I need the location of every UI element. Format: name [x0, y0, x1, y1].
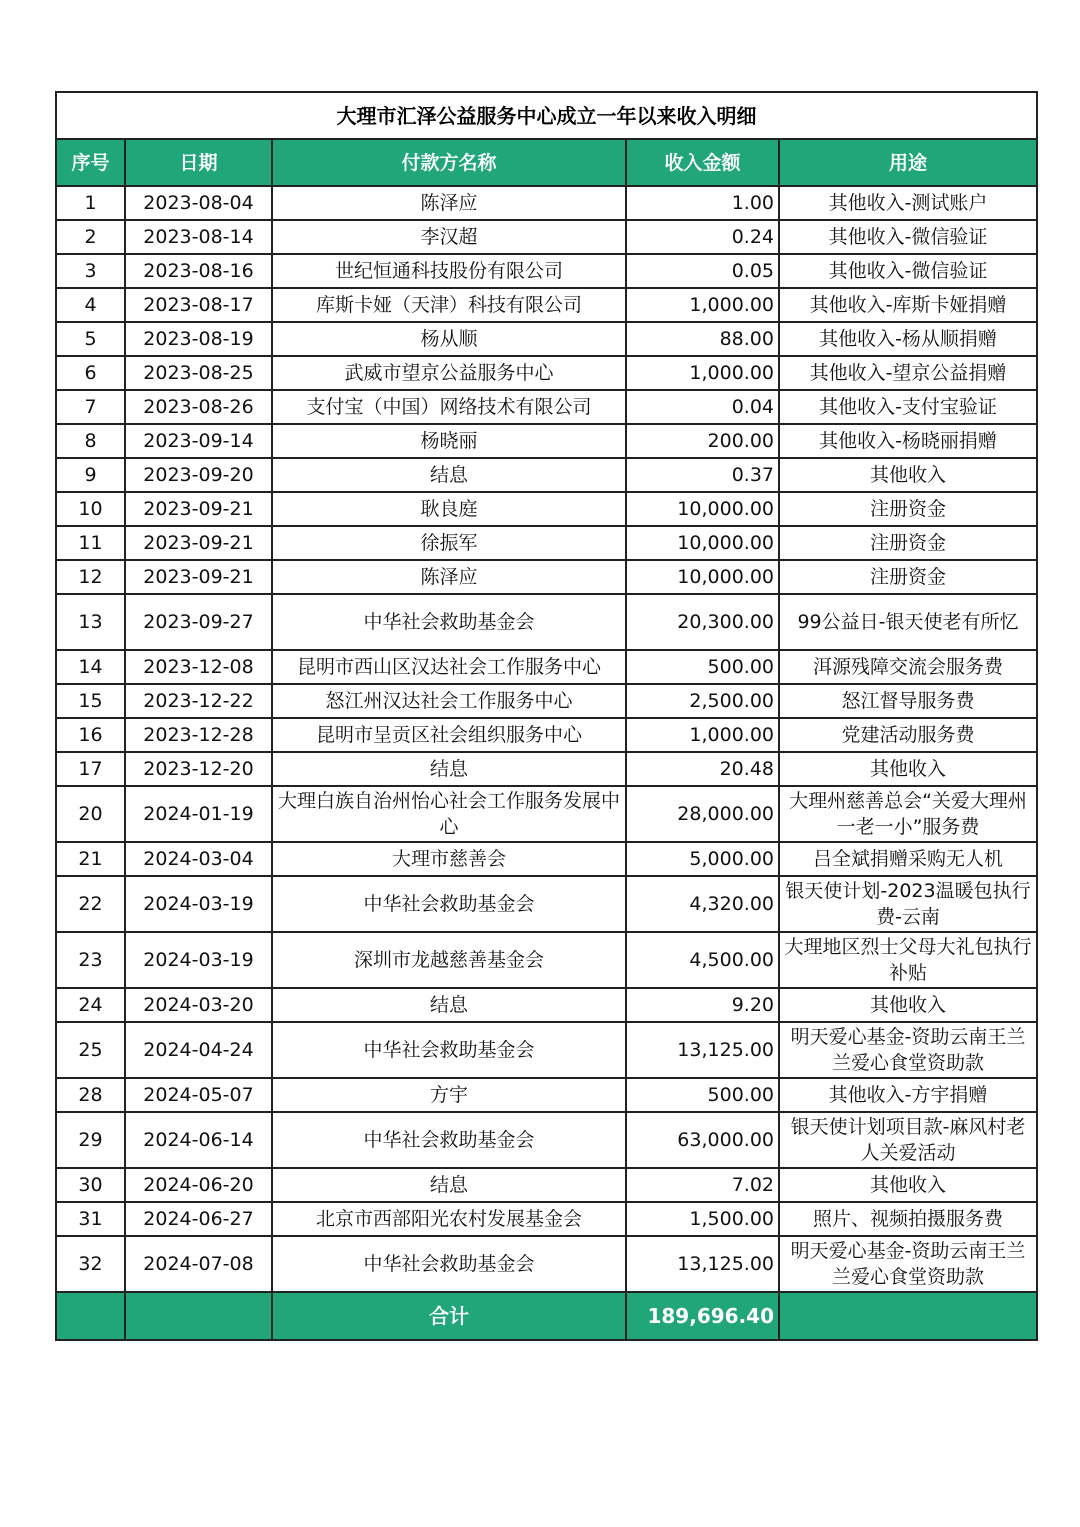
cell-purpose: 其他收入 [779, 752, 1037, 786]
cell-amount: 10,000.00 [626, 492, 779, 526]
cell-payer: 大理市慈善会 [272, 842, 626, 876]
cell-payer: 结息 [272, 1168, 626, 1202]
header-row [56, 139, 1037, 186]
header-cell-purpose: 用途 [779, 139, 1037, 186]
cell-payer: 陈泽应 [272, 186, 626, 220]
cell-date: 2023-09-21 [125, 492, 272, 526]
table-row [56, 1022, 1037, 1078]
cell-payer: 李汉超 [272, 220, 626, 254]
cell-date: 2023-08-16 [125, 254, 272, 288]
cell-amount: 13,125.00 [626, 1022, 779, 1078]
cell-purpose: 其他收入-微信验证 [779, 220, 1037, 254]
cell-purpose: 洱源残障交流会服务费 [779, 650, 1037, 684]
cell-amount: 88.00 [626, 322, 779, 356]
cell-date: 2024-03-04 [125, 842, 272, 876]
cell-purpose: 大理地区烈士父母大礼包执行补贴 [779, 932, 1037, 988]
cell-no: 28 [56, 1078, 125, 1112]
cell-purpose: 明天爱心基金-资助云南王兰兰爱心食堂资助款 [779, 1236, 1037, 1292]
cell-amount: 200.00 [626, 424, 779, 458]
cell-date: 2024-07-08 [125, 1236, 272, 1292]
cell-date: 2024-01-19 [125, 786, 272, 842]
cell-payer: 结息 [272, 752, 626, 786]
table-row [56, 752, 1037, 786]
cell-no: 30 [56, 1168, 125, 1202]
ledger-body [56, 186, 1037, 1292]
cell-amount: 2,500.00 [626, 684, 779, 718]
cell-purpose: 其他收入-支付宝验证 [779, 390, 1037, 424]
cell-no: 31 [56, 1202, 125, 1236]
cell-payer: 大理白族自治州怡心社会工作服务发展中心 [272, 786, 626, 842]
cell-payer: 结息 [272, 458, 626, 492]
cell-purpose: 其他收入-杨晓丽捐赠 [779, 424, 1037, 458]
cell-payer: 深圳市龙越慈善基金会 [272, 932, 626, 988]
cell-amount: 1,000.00 [626, 718, 779, 752]
cell-payer: 北京市西部阳光农村发展基金会 [272, 1202, 626, 1236]
cell-date: 2024-03-20 [125, 988, 272, 1022]
cell-date: 2023-12-22 [125, 684, 272, 718]
cell-amount: 7.02 [626, 1168, 779, 1202]
cell-payer: 杨晓丽 [272, 424, 626, 458]
table-row [56, 526, 1037, 560]
table-row [56, 492, 1037, 526]
cell-date: 2023-08-17 [125, 288, 272, 322]
cell-no: 14 [56, 650, 125, 684]
cell-date: 2023-08-25 [125, 356, 272, 390]
cell-amount: 500.00 [626, 650, 779, 684]
cell-purpose: 其他收入-杨从顺捐赠 [779, 322, 1037, 356]
cell-purpose: 其他收入 [779, 988, 1037, 1022]
cell-payer: 武威市望京公益服务中心 [272, 356, 626, 390]
cell-amount: 20,300.00 [626, 594, 779, 650]
cell-purpose: 其他收入-方宇捐赠 [779, 1078, 1037, 1112]
table-row [56, 684, 1037, 718]
cell-date: 2023-08-19 [125, 322, 272, 356]
cell-payer: 怒江州汉达社会工作服务中心 [272, 684, 626, 718]
cell-amount: 1,000.00 [626, 356, 779, 390]
cell-no: 7 [56, 390, 125, 424]
cell-payer: 中华社会救助基金会 [272, 1022, 626, 1078]
total-empty-cell [779, 1292, 1037, 1340]
cell-date: 2024-05-07 [125, 1078, 272, 1112]
header-cell-no: 序号 [56, 139, 125, 186]
header-cell-date: 日期 [125, 139, 272, 186]
cell-purpose: 其他收入-测试账户 [779, 186, 1037, 220]
cell-amount: 0.37 [626, 458, 779, 492]
cell-date: 2024-03-19 [125, 876, 272, 932]
cell-amount: 4,320.00 [626, 876, 779, 932]
cell-no: 21 [56, 842, 125, 876]
header-cell-amount: 收入金额 [626, 139, 779, 186]
cell-date: 2023-08-14 [125, 220, 272, 254]
cell-no: 22 [56, 876, 125, 932]
cell-payer: 昆明市西山区汉达社会工作服务中心 [272, 650, 626, 684]
cell-amount: 500.00 [626, 1078, 779, 1112]
table-row [56, 1168, 1037, 1202]
cell-no: 12 [56, 560, 125, 594]
cell-amount: 10,000.00 [626, 560, 779, 594]
table-title: 大理市汇泽公益服务中心成立一年以来收入明细 [56, 92, 1037, 139]
cell-purpose: 其他收入 [779, 458, 1037, 492]
table-row [56, 458, 1037, 492]
cell-payer: 杨从顺 [272, 322, 626, 356]
cell-purpose: 注册资金 [779, 526, 1037, 560]
cell-date: 2023-09-21 [125, 560, 272, 594]
cell-no: 2 [56, 220, 125, 254]
total-amount: 189,696.40 [626, 1292, 779, 1340]
cell-no: 29 [56, 1112, 125, 1168]
cell-amount: 10,000.00 [626, 526, 779, 560]
cell-date: 2023-09-27 [125, 594, 272, 650]
income-ledger-table [55, 91, 1038, 1341]
cell-no: 8 [56, 424, 125, 458]
cell-payer: 结息 [272, 988, 626, 1022]
cell-payer: 库斯卡娅（天津）科技有限公司 [272, 288, 626, 322]
cell-date: 2024-06-27 [125, 1202, 272, 1236]
cell-no: 23 [56, 932, 125, 988]
cell-date: 2023-12-28 [125, 718, 272, 752]
cell-payer: 中华社会救助基金会 [272, 876, 626, 932]
cell-payer: 世纪恒通科技股份有限公司 [272, 254, 626, 288]
cell-purpose: 银天使计划-2023温暖包执行费-云南 [779, 876, 1037, 932]
table-row [56, 424, 1037, 458]
cell-purpose: 其他收入-望京公益捐赠 [779, 356, 1037, 390]
table-row [56, 932, 1037, 988]
cell-no: 9 [56, 458, 125, 492]
cell-date: 2023-09-20 [125, 458, 272, 492]
cell-payer: 徐振军 [272, 526, 626, 560]
cell-purpose: 银天使计划项目款-麻风村老人关爱活动 [779, 1112, 1037, 1168]
cell-payer: 耿良庭 [272, 492, 626, 526]
title-row [56, 92, 1037, 139]
table-row [56, 1078, 1037, 1112]
cell-date: 2024-06-14 [125, 1112, 272, 1168]
cell-amount: 1.00 [626, 186, 779, 220]
cell-purpose: 党建活动服务费 [779, 718, 1037, 752]
header-cell-payer: 付款方名称 [272, 139, 626, 186]
total-empty-cell [56, 1292, 125, 1340]
cell-amount: 1,000.00 [626, 288, 779, 322]
cell-amount: 9.20 [626, 988, 779, 1022]
cell-purpose: 明天爱心基金-资助云南王兰兰爱心食堂资助款 [779, 1022, 1037, 1078]
total-empty-cell [125, 1292, 272, 1340]
cell-purpose: 吕全斌捐赠采购无人机 [779, 842, 1037, 876]
cell-date: 2023-12-08 [125, 650, 272, 684]
cell-no: 11 [56, 526, 125, 560]
table-row [56, 560, 1037, 594]
table-row [56, 1236, 1037, 1292]
cell-amount: 28,000.00 [626, 786, 779, 842]
table-row [56, 842, 1037, 876]
cell-amount: 5,000.00 [626, 842, 779, 876]
table-row [56, 288, 1037, 322]
table-row [56, 254, 1037, 288]
table-row [56, 650, 1037, 684]
cell-date: 2023-09-21 [125, 526, 272, 560]
cell-no: 16 [56, 718, 125, 752]
cell-payer: 支付宝（中国）网络技术有限公司 [272, 390, 626, 424]
cell-payer: 方宇 [272, 1078, 626, 1112]
cell-amount: 0.24 [626, 220, 779, 254]
cell-no: 32 [56, 1236, 125, 1292]
cell-payer: 中华社会救助基金会 [272, 1236, 626, 1292]
cell-purpose: 99公益日-银天使老有所忆 [779, 594, 1037, 650]
table-row [56, 356, 1037, 390]
cell-purpose: 其他收入-微信验证 [779, 254, 1037, 288]
cell-date: 2023-09-14 [125, 424, 272, 458]
cell-date: 2024-03-19 [125, 932, 272, 988]
cell-purpose: 大理州慈善总会“关爱大理州一老一小”服务费 [779, 786, 1037, 842]
table-row [56, 186, 1037, 220]
cell-no: 3 [56, 254, 125, 288]
cell-purpose: 其他收入-库斯卡娅捐赠 [779, 288, 1037, 322]
cell-no: 17 [56, 752, 125, 786]
cell-date: 2023-08-04 [125, 186, 272, 220]
cell-no: 6 [56, 356, 125, 390]
cell-payer: 中华社会救助基金会 [272, 594, 626, 650]
cell-purpose: 其他收入 [779, 1168, 1037, 1202]
cell-no: 25 [56, 1022, 125, 1078]
cell-payer: 昆明市呈贡区社会组织服务中心 [272, 718, 626, 752]
cell-amount: 1,500.00 [626, 1202, 779, 1236]
cell-date: 2023-12-20 [125, 752, 272, 786]
table-row [56, 1202, 1037, 1236]
cell-purpose: 注册资金 [779, 492, 1037, 526]
table-row [56, 1112, 1037, 1168]
cell-payer: 中华社会救助基金会 [272, 1112, 626, 1168]
total-label: 合计 [272, 1292, 626, 1340]
table-row [56, 988, 1037, 1022]
cell-date: 2024-04-24 [125, 1022, 272, 1078]
table-row [56, 594, 1037, 650]
cell-no: 20 [56, 786, 125, 842]
cell-purpose: 照片、视频拍摄服务费 [779, 1202, 1037, 1236]
cell-amount: 63,000.00 [626, 1112, 779, 1168]
table-row [56, 390, 1037, 424]
cell-no: 4 [56, 288, 125, 322]
cell-amount: 0.04 [626, 390, 779, 424]
cell-no: 13 [56, 594, 125, 650]
table-row [56, 786, 1037, 842]
table-row [56, 718, 1037, 752]
total-row [56, 1292, 1037, 1340]
cell-no: 10 [56, 492, 125, 526]
table-row [56, 876, 1037, 932]
table-row [56, 220, 1037, 254]
cell-no: 24 [56, 988, 125, 1022]
cell-amount: 0.05 [626, 254, 779, 288]
cell-purpose: 注册资金 [779, 560, 1037, 594]
cell-no: 1 [56, 186, 125, 220]
cell-amount: 13,125.00 [626, 1236, 779, 1292]
cell-purpose: 怒江督导服务费 [779, 684, 1037, 718]
cell-no: 15 [56, 684, 125, 718]
cell-amount: 4,500.00 [626, 932, 779, 988]
cell-date: 2024-06-20 [125, 1168, 272, 1202]
cell-date: 2023-08-26 [125, 390, 272, 424]
table-row [56, 322, 1037, 356]
cell-no: 5 [56, 322, 125, 356]
cell-payer: 陈泽应 [272, 560, 626, 594]
cell-amount: 20.48 [626, 752, 779, 786]
